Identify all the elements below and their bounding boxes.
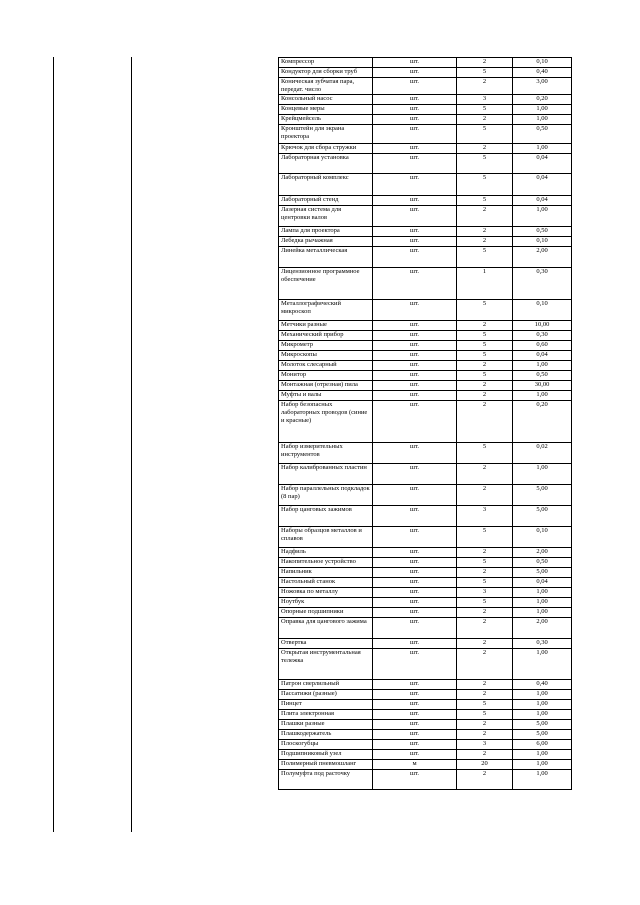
value-cell: 0,20 <box>513 95 572 105</box>
unit-cell: шт. <box>373 568 457 578</box>
unit-cell: шт. <box>373 720 457 730</box>
item-name-cell: Механический прибор <box>279 331 373 341</box>
value-cell: 10,00 <box>513 321 572 331</box>
quantity-cell: 5 <box>457 196 513 206</box>
table-row <box>279 740 572 750</box>
unit-cell: шт. <box>373 639 457 649</box>
quantity-cell: 20 <box>457 760 513 770</box>
table-row <box>279 196 572 206</box>
item-name-cell: Плашки разные <box>279 720 373 730</box>
value-cell: 5,00 <box>513 568 572 578</box>
unit-cell: шт. <box>373 115 457 125</box>
table-row <box>279 506 572 527</box>
value-cell: 2,00 <box>513 548 572 558</box>
value-cell: 0,04 <box>513 351 572 361</box>
item-name-cell: Ножовка по металлу <box>279 588 373 598</box>
quantity-cell: 5 <box>457 527 513 548</box>
item-name-cell: Лицензионное программное обеспечение <box>279 268 373 300</box>
table-row <box>279 247 572 268</box>
item-name-cell: Плашкодержатель <box>279 730 373 740</box>
unit-cell: шт. <box>373 558 457 568</box>
table-row <box>279 371 572 381</box>
table-row <box>279 381 572 391</box>
unit-cell: шт. <box>373 598 457 608</box>
item-name-cell: Набор измерительных инструментов <box>279 443 373 464</box>
unit-cell: шт. <box>373 300 457 321</box>
value-cell: 1,00 <box>513 710 572 720</box>
table-row <box>279 680 572 690</box>
item-name-cell: Микрометр <box>279 341 373 351</box>
unit-cell: шт. <box>373 710 457 720</box>
value-cell: 0,30 <box>513 268 572 300</box>
item-name-cell: Полумуфта под расточку <box>279 770 373 790</box>
table-row <box>279 443 572 464</box>
quantity-cell: 5 <box>457 331 513 341</box>
quantity-cell: 2 <box>457 58 513 68</box>
value-cell: 1,00 <box>513 464 572 485</box>
table-row <box>279 58 572 68</box>
unit-cell: шт. <box>373 680 457 690</box>
unit-cell: шт. <box>373 361 457 371</box>
table-row <box>279 95 572 105</box>
value-cell: 1,00 <box>513 598 572 608</box>
unit-cell: шт. <box>373 649 457 680</box>
equipment-table <box>278 57 572 790</box>
value-cell: 0,30 <box>513 331 572 341</box>
value-cell: 0,04 <box>513 578 572 588</box>
equipment-table-body <box>279 58 572 790</box>
value-cell: 30,00 <box>513 381 572 391</box>
table-row <box>279 401 572 443</box>
item-name-cell: Коническая зубчатая пара, передат. число <box>279 78 373 95</box>
quantity-cell: 2 <box>457 227 513 237</box>
value-cell: 0,50 <box>513 371 572 381</box>
quantity-cell: 5 <box>457 371 513 381</box>
unit-cell: шт. <box>373 588 457 598</box>
quantity-cell: 2 <box>457 485 513 506</box>
value-cell: 1,00 <box>513 105 572 115</box>
quantity-cell: 2 <box>457 618 513 639</box>
value-cell: 1,00 <box>513 690 572 700</box>
item-name-cell: Открытая инструментальная тележка <box>279 649 373 680</box>
value-cell: 2,00 <box>513 247 572 268</box>
value-cell: 0,40 <box>513 68 572 78</box>
item-name-cell: Оправка для цангового зажима <box>279 618 373 639</box>
unit-cell: шт. <box>373 548 457 558</box>
quantity-cell: 5 <box>457 443 513 464</box>
quantity-cell: 2 <box>457 321 513 331</box>
value-cell: 5,00 <box>513 506 572 527</box>
table-row <box>279 578 572 588</box>
quantity-cell: 3 <box>457 588 513 598</box>
item-name-cell: Муфты и валы <box>279 391 373 401</box>
unit-cell: шт. <box>373 247 457 268</box>
value-cell: 1,00 <box>513 206 572 227</box>
unit-cell: шт. <box>373 125 457 144</box>
quantity-cell: 2 <box>457 649 513 680</box>
unit-cell: шт. <box>373 608 457 618</box>
quantity-cell: 5 <box>457 558 513 568</box>
quantity-cell: 2 <box>457 144 513 154</box>
item-name-cell: Плита электронная <box>279 710 373 720</box>
value-cell: 1,00 <box>513 115 572 125</box>
value-cell: 1,00 <box>513 144 572 154</box>
item-name-cell: Крейцмейсель <box>279 115 373 125</box>
unit-cell: шт. <box>373 154 457 174</box>
quantity-cell: 2 <box>457 608 513 618</box>
table-row <box>279 558 572 568</box>
table-row <box>279 144 572 154</box>
quantity-cell: 2 <box>457 720 513 730</box>
table-row <box>279 331 572 341</box>
value-cell: 1,00 <box>513 760 572 770</box>
table-row <box>279 68 572 78</box>
item-name-cell: Лабораторная установка <box>279 154 373 174</box>
table-row <box>279 700 572 710</box>
item-name-cell: Набор параллельных подкладок (8 пар) <box>279 485 373 506</box>
quantity-cell: 5 <box>457 68 513 78</box>
item-name-cell: Ноутбук <box>279 598 373 608</box>
quantity-cell: 2 <box>457 206 513 227</box>
quantity-cell: 2 <box>457 237 513 247</box>
item-name-cell: Пассатижи (разные) <box>279 690 373 700</box>
quantity-cell: 2 <box>457 115 513 125</box>
value-cell: 0,10 <box>513 527 572 548</box>
unit-cell: шт. <box>373 321 457 331</box>
quantity-cell: 1 <box>457 268 513 300</box>
quantity-cell: 2 <box>457 401 513 443</box>
value-cell: 0,40 <box>513 680 572 690</box>
table-row <box>279 361 572 371</box>
value-cell: 1,00 <box>513 750 572 760</box>
item-name-cell: Микроскопы <box>279 351 373 361</box>
table-row <box>279 527 572 548</box>
item-name-cell: Патрон сверлильный <box>279 680 373 690</box>
table-row <box>279 568 572 578</box>
value-cell: 1,00 <box>513 649 572 680</box>
item-name-cell: Наборы образцов металлов и сплавов <box>279 527 373 548</box>
quantity-cell: 2 <box>457 361 513 371</box>
item-name-cell: Молоток слесарный <box>279 361 373 371</box>
item-name-cell: Отвертка <box>279 639 373 649</box>
quantity-cell: 5 <box>457 105 513 115</box>
table-row <box>279 588 572 598</box>
unit-cell: шт. <box>373 58 457 68</box>
value-cell: 0,60 <box>513 341 572 351</box>
unit-cell: шт. <box>373 700 457 710</box>
item-name-cell: Опорные подшипники <box>279 608 373 618</box>
table-row <box>279 770 572 790</box>
unit-cell: шт. <box>373 341 457 351</box>
value-cell: 0,50 <box>513 125 572 144</box>
table-row <box>279 598 572 608</box>
item-name-cell: Консольный насос <box>279 95 373 105</box>
unit-cell: шт. <box>373 740 457 750</box>
unit-cell: шт. <box>373 578 457 588</box>
item-name-cell: Кондуктор для сборки труб <box>279 68 373 78</box>
value-cell: 5,00 <box>513 485 572 506</box>
value-cell: 0,04 <box>513 174 572 196</box>
table-row <box>279 760 572 770</box>
quantity-cell: 2 <box>457 78 513 95</box>
quantity-cell: 3 <box>457 95 513 105</box>
item-name-cell: Накопительное устройство <box>279 558 373 568</box>
quantity-cell: 5 <box>457 341 513 351</box>
item-name-cell: Лазерная система для центровки валов <box>279 206 373 227</box>
unit-cell: шт. <box>373 443 457 464</box>
table-row <box>279 618 572 639</box>
quantity-cell: 5 <box>457 700 513 710</box>
value-cell: 0,50 <box>513 227 572 237</box>
item-name-cell: Концевые меры <box>279 105 373 115</box>
value-cell: 0,02 <box>513 443 572 464</box>
quantity-cell: 2 <box>457 568 513 578</box>
table-row <box>279 341 572 351</box>
left-border-line <box>53 57 54 832</box>
table-row <box>279 154 572 174</box>
value-cell: 0,30 <box>513 639 572 649</box>
item-name-cell: Надфиль <box>279 548 373 558</box>
value-cell: 0,10 <box>513 58 572 68</box>
unit-cell: шт. <box>373 527 457 548</box>
value-cell: 0,20 <box>513 401 572 443</box>
unit-cell: шт. <box>373 730 457 740</box>
unit-cell: шт. <box>373 485 457 506</box>
table-row <box>279 206 572 227</box>
unit-cell: шт. <box>373 206 457 227</box>
table-row <box>279 174 572 196</box>
table-row <box>279 485 572 506</box>
quantity-cell: 5 <box>457 578 513 588</box>
quantity-cell: 5 <box>457 247 513 268</box>
table-row <box>279 710 572 720</box>
value-cell: 0,50 <box>513 558 572 568</box>
item-name-cell: Крючок для сбора стружки <box>279 144 373 154</box>
quantity-cell: 5 <box>457 300 513 321</box>
quantity-cell: 2 <box>457 391 513 401</box>
column-divider-line <box>131 57 132 832</box>
table-row <box>279 321 572 331</box>
unit-cell: шт. <box>373 770 457 790</box>
table-row <box>279 125 572 144</box>
quantity-cell: 2 <box>457 639 513 649</box>
item-name-cell: Подшипниковый узел <box>279 750 373 760</box>
value-cell: 0,10 <box>513 237 572 247</box>
unit-cell: шт. <box>373 105 457 115</box>
value-cell: 1,00 <box>513 770 572 790</box>
unit-cell: шт. <box>373 331 457 341</box>
unit-cell: м <box>373 760 457 770</box>
unit-cell: шт. <box>373 750 457 760</box>
unit-cell: шт. <box>373 174 457 196</box>
table-row <box>279 720 572 730</box>
item-name-cell: Метчики разные <box>279 321 373 331</box>
quantity-cell: 2 <box>457 680 513 690</box>
unit-cell: шт. <box>373 506 457 527</box>
item-name-cell: Кронштейн для экрана проектора <box>279 125 373 144</box>
table-row <box>279 300 572 321</box>
table-row <box>279 391 572 401</box>
value-cell: 0,04 <box>513 196 572 206</box>
unit-cell: шт. <box>373 68 457 78</box>
unit-cell: шт. <box>373 196 457 206</box>
table-row <box>279 237 572 247</box>
unit-cell: шт. <box>373 618 457 639</box>
quantity-cell: 2 <box>457 464 513 485</box>
quantity-cell: 2 <box>457 730 513 740</box>
quantity-cell: 3 <box>457 506 513 527</box>
quantity-cell: 5 <box>457 598 513 608</box>
item-name-cell: Плоскогубцы <box>279 740 373 750</box>
unit-cell: шт. <box>373 391 457 401</box>
table-row <box>279 608 572 618</box>
unit-cell: шт. <box>373 351 457 361</box>
value-cell: 1,00 <box>513 608 572 618</box>
table-row <box>279 639 572 649</box>
unit-cell: шт. <box>373 144 457 154</box>
unit-cell: шт. <box>373 401 457 443</box>
quantity-cell: 5 <box>457 154 513 174</box>
table-row <box>279 464 572 485</box>
table-row <box>279 690 572 700</box>
value-cell: 1,00 <box>513 361 572 371</box>
unit-cell: шт. <box>373 690 457 700</box>
item-name-cell: Набор цанговых зажимов <box>279 506 373 527</box>
unit-cell: шт. <box>373 78 457 95</box>
value-cell: 1,00 <box>513 700 572 710</box>
item-name-cell: Лабораторный комплекс <box>279 174 373 196</box>
table-row <box>279 548 572 558</box>
unit-cell: шт. <box>373 95 457 105</box>
item-name-cell: Набор калиброванных пластин <box>279 464 373 485</box>
item-name-cell: Пинцет <box>279 700 373 710</box>
value-cell: 2,00 <box>513 618 572 639</box>
value-cell: 0,04 <box>513 154 572 174</box>
quantity-cell: 5 <box>457 125 513 144</box>
quantity-cell: 2 <box>457 750 513 760</box>
table-row <box>279 750 572 760</box>
table-row <box>279 78 572 95</box>
quantity-cell: 5 <box>457 174 513 196</box>
item-name-cell: Настольный станок <box>279 578 373 588</box>
quantity-cell: 2 <box>457 690 513 700</box>
value-cell: 6,00 <box>513 740 572 750</box>
item-name-cell: Монитор <box>279 371 373 381</box>
item-name-cell: Набор безопасных лабораторных проводов (синие и красные) <box>279 401 373 443</box>
item-name-cell: Монтажная (отрезная) пила <box>279 381 373 391</box>
item-name-cell: Компрессор <box>279 58 373 68</box>
item-name-cell: Напильник <box>279 568 373 578</box>
value-cell: 1,00 <box>513 588 572 598</box>
value-cell: 0,10 <box>513 300 572 321</box>
table-row <box>279 649 572 680</box>
table-row <box>279 115 572 125</box>
value-cell: 5,00 <box>513 720 572 730</box>
item-name-cell: Лабораторный стенд <box>279 196 373 206</box>
quantity-cell: 5 <box>457 710 513 720</box>
item-name-cell: Лебедка рычажная <box>279 237 373 247</box>
table-row <box>279 351 572 361</box>
table-row <box>279 268 572 300</box>
quantity-cell: 5 <box>457 351 513 361</box>
unit-cell: шт. <box>373 464 457 485</box>
table-row <box>279 227 572 237</box>
value-cell: 5,00 <box>513 730 572 740</box>
unit-cell: шт. <box>373 227 457 237</box>
quantity-cell: 2 <box>457 548 513 558</box>
quantity-cell: 2 <box>457 770 513 790</box>
quantity-cell: 2 <box>457 381 513 391</box>
item-name-cell: Линейка металлическая <box>279 247 373 268</box>
unit-cell: шт. <box>373 371 457 381</box>
quantity-cell: 3 <box>457 740 513 750</box>
item-name-cell: Металлографический микроскоп <box>279 300 373 321</box>
value-cell: 1,00 <box>513 391 572 401</box>
unit-cell: шт. <box>373 381 457 391</box>
table-row <box>279 730 572 740</box>
unit-cell: шт. <box>373 237 457 247</box>
item-name-cell: Полимерный пневмошланг <box>279 760 373 770</box>
table-row <box>279 105 572 115</box>
unit-cell: шт. <box>373 268 457 300</box>
item-name-cell: Лампа для проектора <box>279 227 373 237</box>
value-cell: 3,00 <box>513 78 572 95</box>
